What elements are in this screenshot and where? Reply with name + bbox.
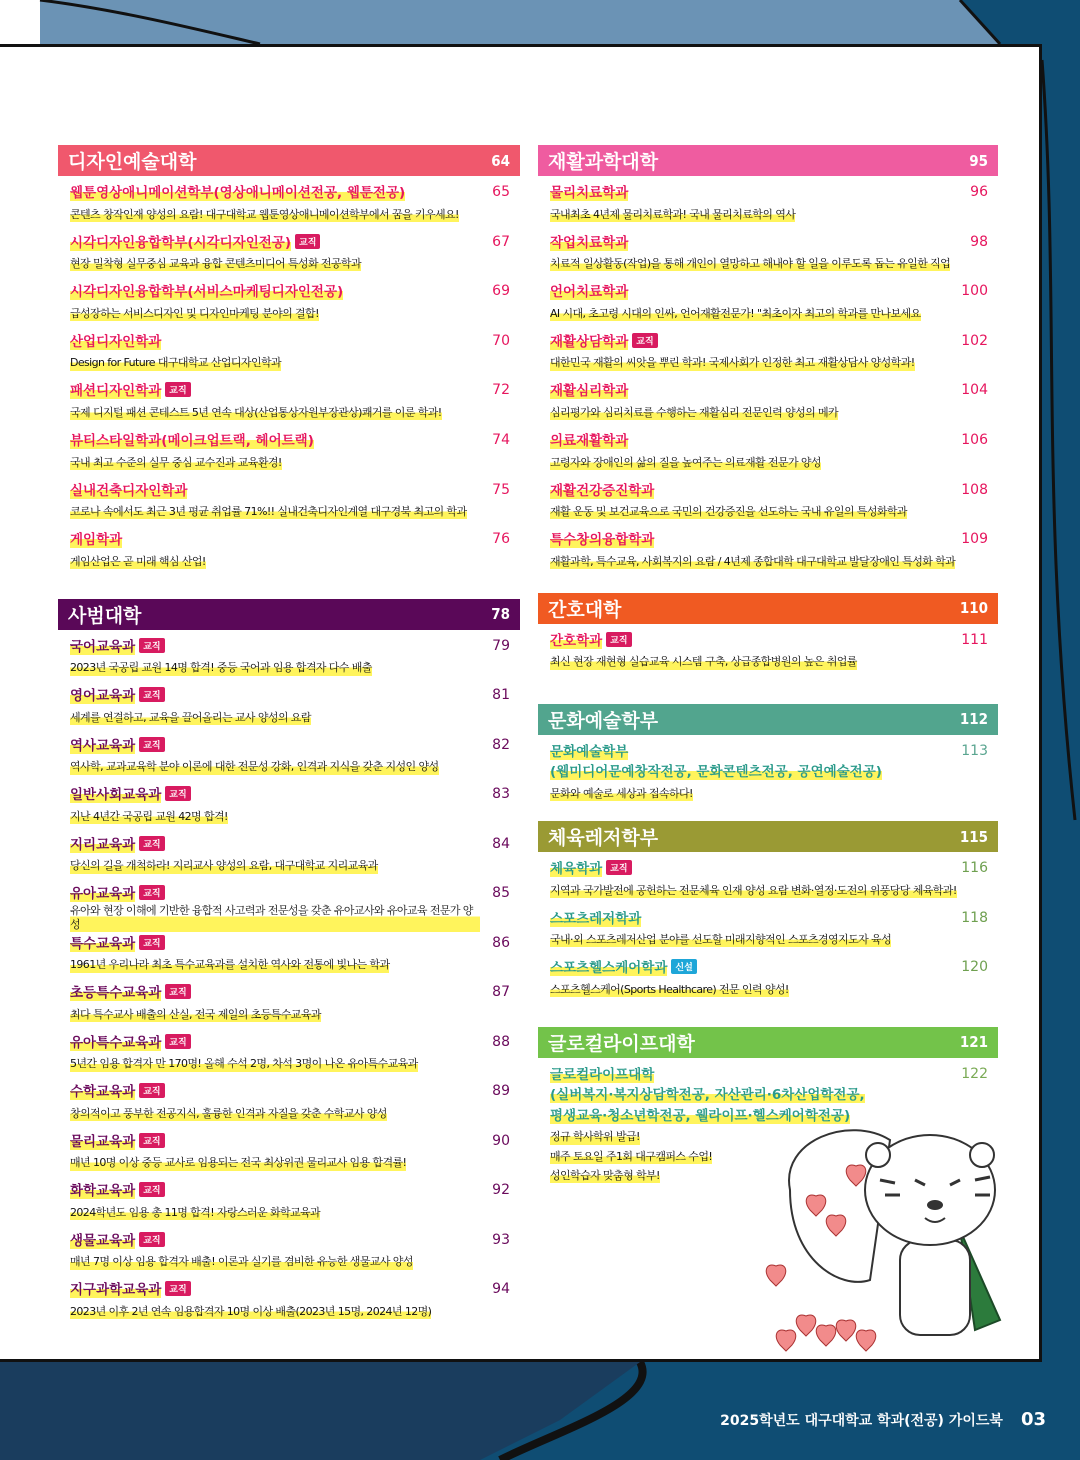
department-description: 최신 현장 재현형 실습교육 시스템 구축, 상급종합병원의 높은 취업률 bbox=[550, 655, 857, 669]
department-title: 패션디자인학과 bbox=[70, 383, 162, 400]
department-entry[interactable] bbox=[58, 380, 520, 430]
department-page-number: 100 bbox=[961, 283, 988, 300]
department-description: 지난 4년간 국공립 교원 42명 합격! bbox=[70, 809, 228, 823]
department-entry[interactable] bbox=[58, 1081, 520, 1131]
department-title: 글로컬라이프대학 bbox=[550, 1066, 655, 1083]
department-description: 국내·외 스포츠레저산업 분야를 선도할 미래지향적인 스포츠경영지도자 육성 bbox=[550, 933, 892, 947]
department-title: 국어교육과 bbox=[70, 638, 136, 655]
teaching-course-badge: 교직 bbox=[139, 1133, 164, 1148]
department-title: 게임학과 bbox=[70, 532, 123, 549]
department-description: 게임산업은 곧 미래 핵심 산업! bbox=[70, 554, 206, 568]
department-entry[interactable] bbox=[538, 741, 998, 801]
department-title: 특수창의융합학과 bbox=[550, 532, 655, 549]
department-description: 재활 운동 및 보건교육으로 국민의 건강증진을 선도하는 국내 유일의 특성화학과 bbox=[550, 505, 907, 519]
department-entry[interactable] bbox=[58, 784, 520, 834]
department-page-number: 89 bbox=[492, 1083, 510, 1100]
department-description: 지역과 국가발전에 공헌하는 전문체육 인재 양성 요람 변화·열정·도전의 위풍당당 체육학과! bbox=[550, 883, 957, 897]
section-header bbox=[58, 145, 520, 176]
department-title: 물리치료학과 bbox=[550, 185, 629, 201]
department-page-number: 96 bbox=[970, 184, 988, 200]
department-page-number: 90 bbox=[492, 1132, 510, 1149]
section-page-number: 64 bbox=[491, 151, 510, 170]
department-description: 정규 학사학위 발급! bbox=[550, 1130, 640, 1144]
department-entry[interactable] bbox=[58, 685, 520, 735]
section-header bbox=[538, 1027, 998, 1058]
department-title: 특수교육과 bbox=[70, 935, 136, 952]
teaching-course-badge: 교직 bbox=[165, 382, 190, 397]
department-entry[interactable] bbox=[58, 529, 520, 579]
department-description: 역사학, 교과교육학 분야 이론에 대한 전문성 강화, 인격과 지식을 갖춘 지성인 양성 bbox=[70, 760, 439, 774]
department-page-number: 65 bbox=[492, 184, 510, 200]
department-title: 지리교육과 bbox=[70, 836, 136, 853]
department-description: 국내최초 4년제 물리치료학과! 국내 물리치료학의 역사 bbox=[550, 207, 796, 221]
department-description: 매주 토요일 주1회 대구캠퍼스 수업! bbox=[550, 1149, 713, 1163]
department-title: 뷰티스타일학과(메이크업트랙, 헤어트랙) bbox=[70, 432, 314, 449]
footer-page-number: 03 bbox=[1020, 1409, 1046, 1430]
department-page-number: 102 bbox=[961, 332, 988, 349]
department-entry[interactable] bbox=[58, 1032, 520, 1082]
department-page-number: 113 bbox=[961, 742, 988, 759]
department-page-number: 94 bbox=[492, 1281, 510, 1298]
section-title: 글로컬라이프대학 bbox=[548, 1032, 695, 1055]
teaching-course-badge: 교직 bbox=[606, 860, 631, 875]
department-page-number: 87 bbox=[492, 984, 510, 1001]
department-entry[interactable] bbox=[538, 908, 998, 958]
department-title: 체육학과 bbox=[550, 861, 603, 878]
teaching-course-badge: 교직 bbox=[139, 836, 164, 851]
department-entry[interactable] bbox=[58, 982, 520, 1032]
department-entry[interactable] bbox=[58, 735, 520, 785]
department-title: 문화예술학부 bbox=[550, 743, 629, 760]
teaching-course-badge: 교직 bbox=[139, 1182, 164, 1197]
new-badge: 신설 bbox=[671, 959, 696, 974]
section-title: 디자인예술대학 bbox=[68, 151, 197, 173]
department-entry[interactable] bbox=[538, 430, 998, 480]
department-page-number: 116 bbox=[961, 860, 988, 877]
department-entry[interactable] bbox=[538, 232, 998, 282]
department-entry[interactable] bbox=[58, 834, 520, 884]
department-description: 국내 최고 수준의 실무 중심 교수진과 교육환경! bbox=[70, 455, 282, 469]
department-description: 치료적 일상활동(작업)을 통해 개인이 열망하고 해내야 할 일을 이루도록 돕는 유일한 직업 bbox=[550, 257, 951, 271]
department-entry[interactable] bbox=[58, 1230, 520, 1280]
department-page-number: 106 bbox=[961, 431, 988, 448]
department-page-number: 82 bbox=[492, 736, 510, 753]
department-title: 재활심리학과 bbox=[550, 383, 629, 400]
department-description: 창의적이고 풍부한 전공지식, 훌륭한 인격과 자질을 갖춘 수학교사 양성 bbox=[70, 1106, 387, 1120]
department-title: 시각디자인융합학부(서비스마케팅디자인전공) bbox=[70, 284, 344, 301]
department-page-number: 72 bbox=[492, 382, 510, 399]
teaching-course-badge: 교직 bbox=[139, 638, 164, 653]
department-page-number: 69 bbox=[492, 283, 510, 300]
department-title: 유아교육과 bbox=[70, 886, 136, 903]
department-title: 유아특수교육과 bbox=[70, 1034, 162, 1051]
department-page-number: 76 bbox=[492, 531, 510, 548]
department-entry[interactable] bbox=[538, 957, 998, 1007]
department-subtitle: 평생교육·청소년학전공, 웰라이프·헬스케어학전공) bbox=[550, 1107, 851, 1124]
department-description: 문화와 예술로 세상과 접속하다! bbox=[550, 786, 693, 800]
department-entry[interactable] bbox=[538, 331, 998, 381]
department-description: 2024학년도 임용 총 11명 합격! 자랑스러운 화학교육과 bbox=[70, 1205, 321, 1219]
teaching-course-badge: 교직 bbox=[165, 1281, 190, 1296]
department-title: 작업치료학과 bbox=[550, 234, 629, 251]
left-column bbox=[58, 100, 520, 1329]
department-description: 국제 디지털 패션 콘테스트 5년 연속 대상(산업통상자원부장관상)쾌거를 이룬 학과! bbox=[70, 405, 442, 419]
department-entry[interactable] bbox=[538, 858, 998, 908]
department-entry[interactable] bbox=[58, 281, 520, 331]
department-page-number: 88 bbox=[492, 1033, 510, 1050]
department-entry[interactable] bbox=[538, 630, 998, 680]
department-page-number: 85 bbox=[492, 885, 510, 902]
department-subtitle: (웹미디어문예창작전공, 문화콘텐츠전공, 공연예술전공) bbox=[550, 764, 882, 781]
department-page-number: 104 bbox=[961, 382, 988, 399]
department-description: 최다 특수교사 배출의 산실, 전국 제일의 초등특수교육과 bbox=[70, 1007, 321, 1021]
department-title: 의료재활학과 bbox=[550, 432, 629, 449]
section-page-number: 121 bbox=[959, 1033, 988, 1052]
department-page-number: 118 bbox=[961, 909, 988, 926]
section-page-number: 78 bbox=[491, 605, 510, 624]
department-page-number: 81 bbox=[492, 687, 510, 704]
department-description: 5년간 임용 합격자 만 170명! 올해 수석 2명, 차석 3명이 나온 유아특수교육과 bbox=[70, 1057, 418, 1071]
department-page-number: 122 bbox=[961, 1065, 988, 1082]
department-page-number: 79 bbox=[492, 637, 510, 654]
department-title: 산업디자인학과 bbox=[70, 333, 162, 350]
department-entry[interactable] bbox=[58, 933, 520, 983]
department-title: 수학교육과 bbox=[70, 1084, 136, 1101]
department-entry[interactable] bbox=[58, 480, 520, 530]
department-description: 1961년 우리나라 최초 특수교육과를 설치한 역사와 전통에 빛나는 학과 bbox=[70, 958, 390, 972]
department-page-number: 84 bbox=[492, 835, 510, 852]
department-entry[interactable] bbox=[538, 182, 998, 232]
section-page-number: 115 bbox=[959, 827, 988, 846]
department-entry[interactable] bbox=[538, 480, 998, 530]
section-page-number: 112 bbox=[959, 710, 988, 729]
footer-text: 2025학년도 대구대학교 학과(전공) 가이드북 bbox=[720, 1413, 1003, 1429]
department-page-number: 98 bbox=[970, 233, 988, 250]
department-entry[interactable] bbox=[58, 883, 520, 933]
section-header bbox=[538, 821, 998, 852]
section-title: 사범대학 bbox=[68, 604, 142, 627]
department-description: 매년 10명 이상 중등 교사로 임용되는 전국 최상위권 물리교사 임용 합격률! bbox=[70, 1156, 407, 1170]
department-title: 언어치료학과 bbox=[550, 284, 629, 301]
department-entry[interactable] bbox=[538, 380, 998, 430]
department-entry[interactable] bbox=[58, 1131, 520, 1181]
department-description: 유아와 현장 이해에 기반한 융합적 사고력과 전문성을 갖춘 유아교사와 유아교육 전문가 양성 bbox=[70, 904, 480, 933]
department-title: 초등특수교육과 bbox=[70, 985, 162, 1002]
section-title: 체육레저학부 bbox=[548, 827, 659, 850]
department-title: 스포츠레저학과 bbox=[550, 910, 642, 927]
department-entry[interactable] bbox=[58, 430, 520, 480]
teaching-course-badge: 교직 bbox=[139, 687, 164, 702]
teaching-course-badge: 교직 bbox=[139, 737, 164, 752]
teaching-course-badge: 교직 bbox=[139, 935, 164, 950]
department-title: 영어교육과 bbox=[70, 688, 136, 705]
department-title: 스포츠헬스케어학과 bbox=[550, 960, 668, 977]
department-entry[interactable] bbox=[58, 232, 520, 282]
department-title: 재활건강증진학과 bbox=[550, 482, 655, 499]
department-description: 스포츠헬스케어(Sports Healthcare) 전문 인력 양성! bbox=[550, 982, 789, 996]
department-description: 급성장하는 서비스디자인 및 디자인마케팅 분야의 결합! bbox=[70, 306, 319, 320]
department-page-number: 108 bbox=[961, 481, 988, 498]
teaching-course-badge: 교직 bbox=[139, 1083, 164, 1098]
tiger-mascot-illustration bbox=[750, 1120, 1040, 1360]
teaching-course-badge: 교직 bbox=[295, 234, 320, 249]
department-description: AI 시대, 초고령 시대의 인싸, 언어재활전문가! "최초이자 최고의 학과를 만나보세요 bbox=[550, 306, 921, 320]
department-page-number: 70 bbox=[492, 332, 510, 349]
department-page-number: 83 bbox=[492, 786, 510, 803]
department-entry[interactable] bbox=[58, 636, 520, 686]
department-page-number: 75 bbox=[492, 481, 510, 498]
department-description: 코로나 속에서도 최근 3년 평균 취업률 71%!! 실내건축디자인계열 대구경북 최고의 학과 bbox=[70, 505, 467, 519]
teaching-course-badge: 교직 bbox=[139, 885, 164, 900]
department-title: 역사교육과 bbox=[70, 737, 136, 754]
department-description: 현장 밀착형 실무중심 교육과 융합 콘텐츠미디어 특성화 전공학과 bbox=[70, 257, 361, 271]
department-description: 매년 7명 이상 임용 합격자 배출! 이론과 실기를 겸비한 유능한 생물교사 양성 bbox=[70, 1255, 413, 1269]
department-page-number: 67 bbox=[492, 233, 510, 250]
department-description: Design for Future 대구대학교 산업디자인학과 bbox=[70, 356, 282, 370]
section-page-number: 110 bbox=[959, 599, 988, 618]
section-title: 문화예술학부 bbox=[548, 709, 659, 732]
section-header bbox=[538, 593, 998, 624]
department-entry[interactable] bbox=[58, 1180, 520, 1230]
teaching-course-badge: 교직 bbox=[632, 333, 657, 348]
department-title: 지구과학교육과 bbox=[70, 1282, 162, 1299]
department-entry[interactable] bbox=[538, 529, 998, 579]
department-title: 생물교육과 bbox=[70, 1232, 136, 1249]
right-column bbox=[538, 100, 998, 1183]
section-header bbox=[538, 145, 998, 176]
section-page-number: 95 bbox=[969, 151, 988, 170]
department-description: 성인학습자 맞춤형 학부! bbox=[550, 1168, 660, 1182]
section-title: 재활과학대학 bbox=[548, 151, 659, 173]
department-title: 일반사회교육과 bbox=[70, 787, 162, 804]
teaching-course-badge: 교직 bbox=[139, 1232, 164, 1247]
department-page-number: 92 bbox=[492, 1182, 510, 1199]
department-title: 웹툰영상애니메이션학부(영상애니메이션전공, 웹툰전공) bbox=[70, 185, 406, 201]
teaching-course-badge: 교직 bbox=[165, 786, 190, 801]
page-footer bbox=[720, 1409, 1046, 1430]
section-header bbox=[58, 599, 520, 630]
department-page-number: 111 bbox=[961, 631, 988, 648]
department-title: 물리교육과 bbox=[70, 1133, 136, 1150]
section-title: 간호대학 bbox=[548, 598, 622, 621]
teaching-course-badge: 교직 bbox=[165, 984, 190, 999]
department-page-number: 74 bbox=[492, 431, 510, 448]
department-page-number: 86 bbox=[492, 934, 510, 951]
department-description: 세계를 연결하고, 교육을 끌어올리는 교사 양성의 요람 bbox=[70, 710, 311, 724]
teaching-course-badge: 교직 bbox=[165, 1034, 190, 1049]
department-title: 시각디자인융합학부(시각디자인전공) bbox=[70, 234, 291, 251]
department-title: 실내건축디자인학과 bbox=[70, 482, 188, 499]
section-header bbox=[538, 704, 998, 735]
department-entry[interactable] bbox=[58, 1279, 520, 1329]
department-description: 대한민국 재활의 씨앗을 뿌린 학과! 국제사회가 인정한 최고 재활상담사 양성학과! bbox=[550, 356, 915, 370]
department-entry[interactable] bbox=[538, 281, 998, 331]
department-title: 재활상담학과 bbox=[550, 333, 629, 350]
department-entry[interactable] bbox=[58, 182, 520, 232]
department-description: 재활과학, 특수교육, 사회복지의 요람 / 4년제 종합대학 대구대학교 발달장애인 특성화 학과 bbox=[550, 554, 956, 568]
department-description: 콘텐츠 창작인재 양성의 요람! 대구대학교 웹툰영상애니메이션학부에서 꿈을 키우세요! bbox=[70, 207, 459, 221]
department-page-number: 109 bbox=[961, 531, 988, 548]
department-title: 간호학과 bbox=[550, 632, 603, 649]
department-page-number: 93 bbox=[492, 1231, 510, 1248]
teaching-course-badge: 교직 bbox=[606, 632, 631, 647]
department-description: 고령자와 장애인의 삶의 질을 높여주는 의료재활 전문가 양성 bbox=[550, 455, 821, 469]
department-title: 화학교육과 bbox=[70, 1183, 136, 1200]
department-subtitle: (실버복지·복지상담학전공, 자산관리·6차산업학전공, bbox=[550, 1087, 865, 1104]
department-description: 2023년 국공립 교원 14명 합격! 중등 국어과 임용 합격자 다수 배출 bbox=[70, 661, 372, 675]
department-description: 당신의 길을 개척하라! 지리교사 양성의 요람, 대구대학교 지리교육과 bbox=[70, 859, 378, 873]
department-description: 2023년 이후 2년 연속 임용합격자 10명 이상 배출(2023년 15명, 2024년 12명) bbox=[70, 1304, 432, 1318]
department-description: 심리평가와 심리치료를 수행하는 재활심리 전문인력 양성의 메카 bbox=[550, 405, 839, 419]
department-page-number: 120 bbox=[961, 959, 988, 976]
department-entry[interactable] bbox=[58, 331, 520, 381]
